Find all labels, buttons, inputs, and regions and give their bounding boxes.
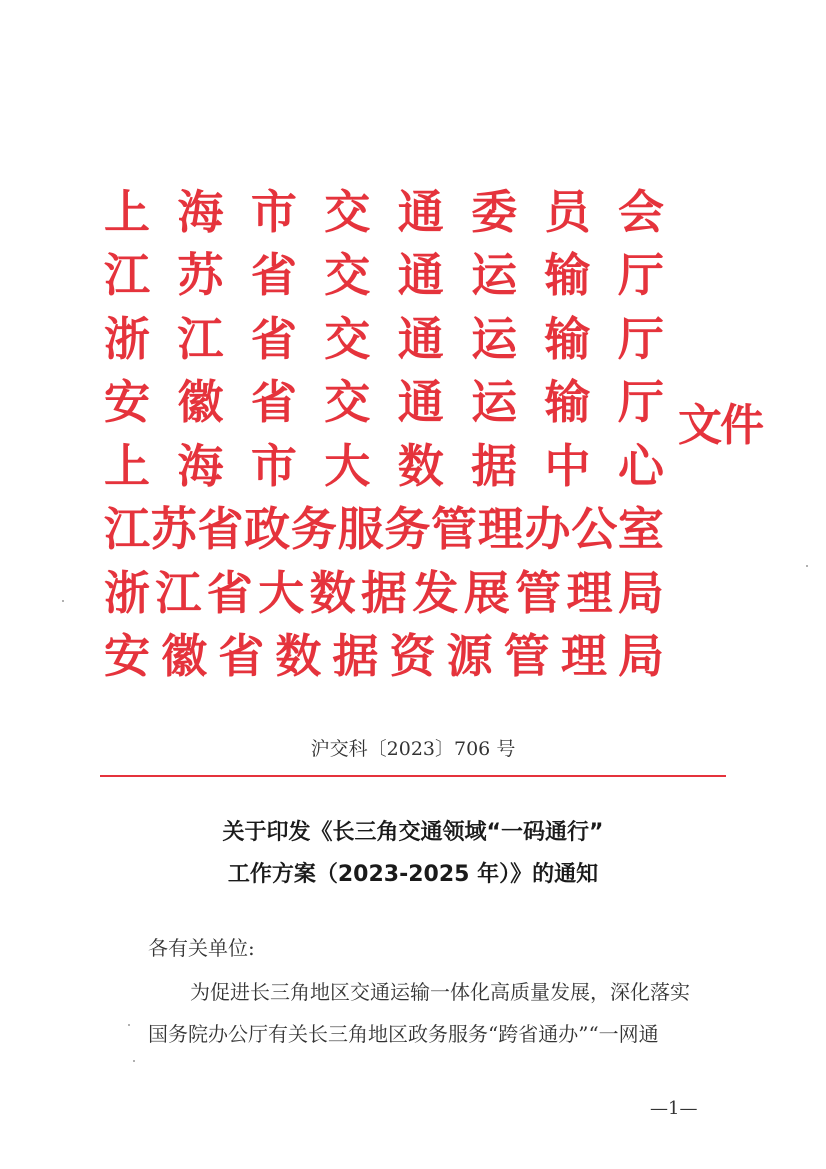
issuer-character: 会 xyxy=(617,184,664,239)
issuer-character: 省 xyxy=(197,502,244,557)
issuer-character: 据 xyxy=(471,438,518,493)
scan-speck xyxy=(128,1024,130,1026)
issuer-character: 局 xyxy=(617,565,664,620)
issuer-character: 苏 xyxy=(150,502,197,557)
issuer-character: 务 xyxy=(290,502,337,557)
issuer-character: 管 xyxy=(503,629,550,684)
issuer-character: 员 xyxy=(544,184,591,239)
issuer-character: 江 xyxy=(155,565,202,620)
issuer-character: 心 xyxy=(617,438,664,493)
issuer-character: 省 xyxy=(218,629,265,684)
scan-speck xyxy=(62,600,64,602)
paragraph-line-2: 国务院办公厅有关长三角地区政务服务“跨省通办”“一网通 xyxy=(148,1022,659,1046)
issuer-character: 资 xyxy=(389,629,436,684)
issuer-character: 管 xyxy=(515,565,562,620)
issuer-character: 大 xyxy=(258,565,305,620)
issuer-character: 运 xyxy=(471,248,518,303)
issuer-character: 办 xyxy=(524,502,571,557)
title-line-2: 工作方案（2023-2025 年）》的通知 xyxy=(227,862,599,887)
issuer-character: 徽 xyxy=(177,375,224,430)
issuer-character: 浙 xyxy=(104,565,150,620)
issuer-character: 交 xyxy=(324,311,371,366)
issuer-character: 通 xyxy=(397,248,444,303)
issuer-character: 据 xyxy=(332,629,379,684)
issuer-character: 输 xyxy=(544,311,591,366)
issuer-character: 江 xyxy=(104,502,150,557)
issuer-character: 市 xyxy=(250,438,297,493)
issuer-character: 务 xyxy=(384,502,431,557)
scan-speck xyxy=(806,565,808,567)
issuer-block xyxy=(104,180,664,688)
issuer-character: 理 xyxy=(566,565,613,620)
issuer-character: 委 xyxy=(471,184,518,239)
issuer-character: 海 xyxy=(177,438,224,493)
issuer-character: 局 xyxy=(617,629,664,684)
page-number: —1— xyxy=(650,1098,698,1119)
issuer-character: 运 xyxy=(471,375,518,430)
issuer-character: 海 xyxy=(177,184,224,239)
issuer-character: 江 xyxy=(104,248,150,303)
issuer-character: 交 xyxy=(324,375,371,430)
salutation: 各有关单位: xyxy=(148,936,255,960)
issuer-character: 交 xyxy=(324,248,371,303)
issuer-character: 省 xyxy=(250,311,297,366)
issuer-character: 展 xyxy=(463,565,510,620)
issuer-character: 数 xyxy=(309,565,356,620)
issuer-name xyxy=(104,561,664,625)
issuer-character: 江 xyxy=(177,311,224,366)
issuer-character: 输 xyxy=(544,375,591,430)
issuer-character: 苏 xyxy=(177,248,224,303)
issuer-character: 数 xyxy=(275,629,322,684)
issuer-character: 安 xyxy=(104,375,150,430)
issuer-character: 据 xyxy=(360,565,407,620)
issuer-character: 运 xyxy=(471,311,518,366)
issuer-name xyxy=(104,307,664,371)
issuer-name xyxy=(104,625,664,689)
issuer-character: 安 xyxy=(104,629,150,684)
scan-speck xyxy=(133,1060,135,1062)
paragraph-line-1: 为促进长三角地区交通运输一体化高质量发展，深化落实 xyxy=(190,980,690,1004)
issuer-character: 厅 xyxy=(617,375,664,430)
issuer-character: 大 xyxy=(324,438,371,493)
issuer-character: 室 xyxy=(617,502,664,557)
issuer-character: 交 xyxy=(324,184,371,239)
issuer-character: 省 xyxy=(250,375,297,430)
issuer-character: 输 xyxy=(544,248,591,303)
issuer-character: 通 xyxy=(397,184,444,239)
issuer-character: 源 xyxy=(446,629,493,684)
issuer-character: 政 xyxy=(244,502,291,557)
issuer-character: 发 xyxy=(412,565,459,620)
issuer-character: 市 xyxy=(250,184,297,239)
issuer-name xyxy=(104,180,664,244)
issuer-character: 公 xyxy=(571,502,618,557)
issuer-name xyxy=(104,434,664,498)
issuer-character: 省 xyxy=(206,565,253,620)
red-divider xyxy=(100,775,726,777)
issuer-character: 数 xyxy=(397,438,444,493)
issuer-character: 厅 xyxy=(617,311,664,366)
issuer-character: 厅 xyxy=(617,248,664,303)
document-number: 沪交科〔2023〕706 号 xyxy=(310,738,516,760)
issuer-character: 管 xyxy=(431,502,478,557)
issuer-character: 上 xyxy=(104,184,150,239)
issuer-name xyxy=(104,244,664,308)
issuer-character: 上 xyxy=(104,438,150,493)
issuer-character: 徽 xyxy=(161,629,208,684)
issuer-character: 中 xyxy=(544,438,591,493)
issuer-name xyxy=(104,498,664,562)
issuer-character: 服 xyxy=(337,502,384,557)
issuer-character: 理 xyxy=(477,502,524,557)
document-label: 文件 xyxy=(678,400,762,451)
issuer-character: 浙 xyxy=(104,311,150,366)
issuer-name xyxy=(104,371,664,435)
title-line-1: 关于印发《长三角交通领域“一码通行” xyxy=(222,820,604,845)
issuer-character: 理 xyxy=(560,629,607,684)
issuer-character: 省 xyxy=(250,248,297,303)
issuer-character: 通 xyxy=(397,311,444,366)
issuer-character: 通 xyxy=(397,375,444,430)
